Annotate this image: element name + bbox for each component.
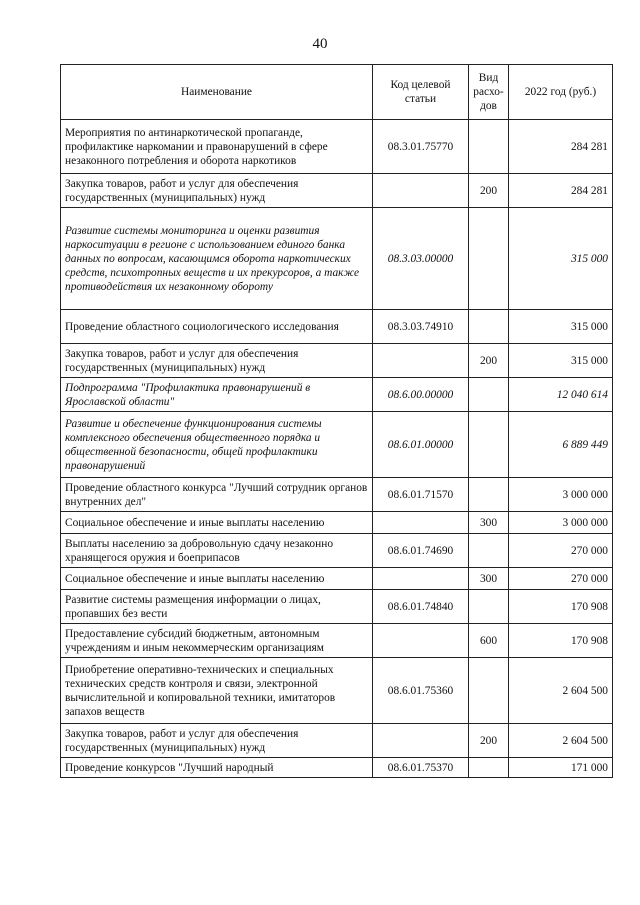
row-code-cell: 08.3.03.74910 (373, 310, 469, 344)
row-amount-cell: 270 000 (509, 568, 613, 590)
row-code-cell: 08.6.00.00000 (373, 378, 469, 412)
table-row (61, 590, 613, 624)
row-name-cell: Развитие системы размещения информации о лицах, пропавших без вести (61, 590, 373, 624)
row-amount-cell: 284 281 (509, 174, 613, 208)
row-expense-type-cell: 600 (469, 624, 509, 658)
table-row (61, 512, 613, 534)
row-expense-type-cell: 200 (469, 344, 509, 378)
row-code-cell (373, 512, 469, 534)
row-name-cell: Проведение конкурсов "Лучший народный (61, 758, 373, 778)
row-code-cell (373, 724, 469, 758)
row-amount-cell: 170 908 (509, 590, 613, 624)
row-code-cell: 08.6.01.75360 (373, 658, 469, 724)
table-row (61, 208, 613, 310)
row-amount-cell: 284 281 (509, 120, 613, 174)
row-name-cell: Социальное обеспечение и иные выплаты населению (61, 568, 373, 590)
row-code-cell: 08.6.01.74690 (373, 534, 469, 568)
table-body (61, 120, 613, 778)
row-amount-cell: 315 000 (509, 310, 613, 344)
table-row (61, 174, 613, 208)
table-row (61, 412, 613, 478)
row-code-cell (373, 344, 469, 378)
row-code-cell (373, 624, 469, 658)
header-amount: 2022 год (руб.) (509, 65, 613, 120)
row-name-cell: Проведение областного конкурса "Лучший сотрудник органов внутренних дел" (61, 478, 373, 512)
budget-table (60, 64, 613, 778)
row-code-cell: 08.3.03.00000 (373, 208, 469, 310)
row-name-cell: Выплаты населению за добровольную сдачу незаконно хранящегося оружия и боеприпасов (61, 534, 373, 568)
row-amount-cell: 270 000 (509, 534, 613, 568)
table-row (61, 758, 613, 778)
row-amount-cell: 171 000 (509, 758, 613, 778)
row-name-cell: Закупка товаров, работ и услуг для обеспечения государственных (муниципальных) нужд (61, 174, 373, 208)
row-expense-type-cell (469, 478, 509, 512)
row-name-cell: Закупка товаров, работ и услуг для обеспечения государственных (муниципальных) нужд (61, 724, 373, 758)
row-expense-type-cell (469, 120, 509, 174)
table-row (61, 534, 613, 568)
row-expense-type-cell: 300 (469, 512, 509, 534)
row-expense-type-cell (469, 658, 509, 724)
row-code-cell (373, 568, 469, 590)
row-expense-type-cell (469, 310, 509, 344)
page-number: 40 (312, 36, 328, 52)
row-name-cell: Приобретение оперативно-технических и специальных технических средств контроля и связи, электронной вычислительной и копировальной техники, имитаторов запахов веществ (61, 658, 373, 724)
row-amount-cell: 2 604 500 (509, 658, 613, 724)
row-amount-cell: 3 000 000 (509, 512, 613, 534)
row-name-cell: Проведение областного социологического исследования (61, 310, 373, 344)
row-name-cell: Предоставление субсидий бюджетным, автономным учреждениям и иным некоммерческим организациям (61, 624, 373, 658)
row-code-cell: 08.3.01.75770 (373, 120, 469, 174)
row-expense-type-cell (469, 758, 509, 778)
table-row (61, 658, 613, 724)
header-expense-type: Вид расхо-дов (469, 65, 509, 120)
row-expense-type-cell (469, 378, 509, 412)
row-expense-type-cell: 300 (469, 568, 509, 590)
row-amount-cell: 315 000 (509, 208, 613, 310)
table-header-row (61, 65, 613, 120)
row-code-cell: 08.6.01.00000 (373, 412, 469, 478)
header-name: Наименование (61, 65, 373, 120)
row-name-cell: Развитие и обеспечение функционирования системы комплексного обеспечения общественного порядка и общественной безопасности, общей профилактики правонарушений (61, 412, 373, 478)
row-name-cell: Социальное обеспечение и иные выплаты населению (61, 512, 373, 534)
row-expense-type-cell (469, 534, 509, 568)
row-name-cell: Закупка товаров, работ и услуг для обеспечения государственных (муниципальных) нужд (61, 344, 373, 378)
table-row (61, 568, 613, 590)
row-code-cell: 08.6.01.74840 (373, 590, 469, 624)
table-row (61, 378, 613, 412)
table-row (61, 310, 613, 344)
row-amount-cell: 3 000 000 (509, 478, 613, 512)
table-row (61, 624, 613, 658)
row-amount-cell: 2 604 500 (509, 724, 613, 758)
row-expense-type-cell (469, 412, 509, 478)
row-name-cell: Развитие системы мониторинга и оценки развития наркоситуации в регионе с использованием единого банка данных по вопросам, касающимся оборота наркотических средств, психотропных веществ и их прекурсоров, а также противодействия их незаконному обороту (61, 208, 373, 310)
row-expense-type-cell: 200 (469, 174, 509, 208)
row-code-cell (373, 174, 469, 208)
table-row (61, 344, 613, 378)
row-expense-type-cell: 200 (469, 724, 509, 758)
table-row (61, 120, 613, 174)
row-amount-cell: 12 040 614 (509, 378, 613, 412)
row-name-cell: Подпрограмма "Профилактика правонарушений в Ярославской области" (61, 378, 373, 412)
table-row (61, 478, 613, 512)
row-expense-type-cell (469, 208, 509, 310)
row-amount-cell: 170 908 (509, 624, 613, 658)
row-code-cell: 08.6.01.71570 (373, 478, 469, 512)
row-expense-type-cell (469, 590, 509, 624)
row-name-cell: Мероприятия по антинаркотической пропаганде, профилактике наркомании и правонарушений в сфере незаконного потребления и оборота наркотиков (61, 120, 373, 174)
row-amount-cell: 315 000 (509, 344, 613, 378)
header-code: Код целевой статьи (373, 65, 469, 120)
table-row (61, 724, 613, 758)
row-amount-cell: 6 889 449 (509, 412, 613, 478)
row-code-cell: 08.6.01.75370 (373, 758, 469, 778)
